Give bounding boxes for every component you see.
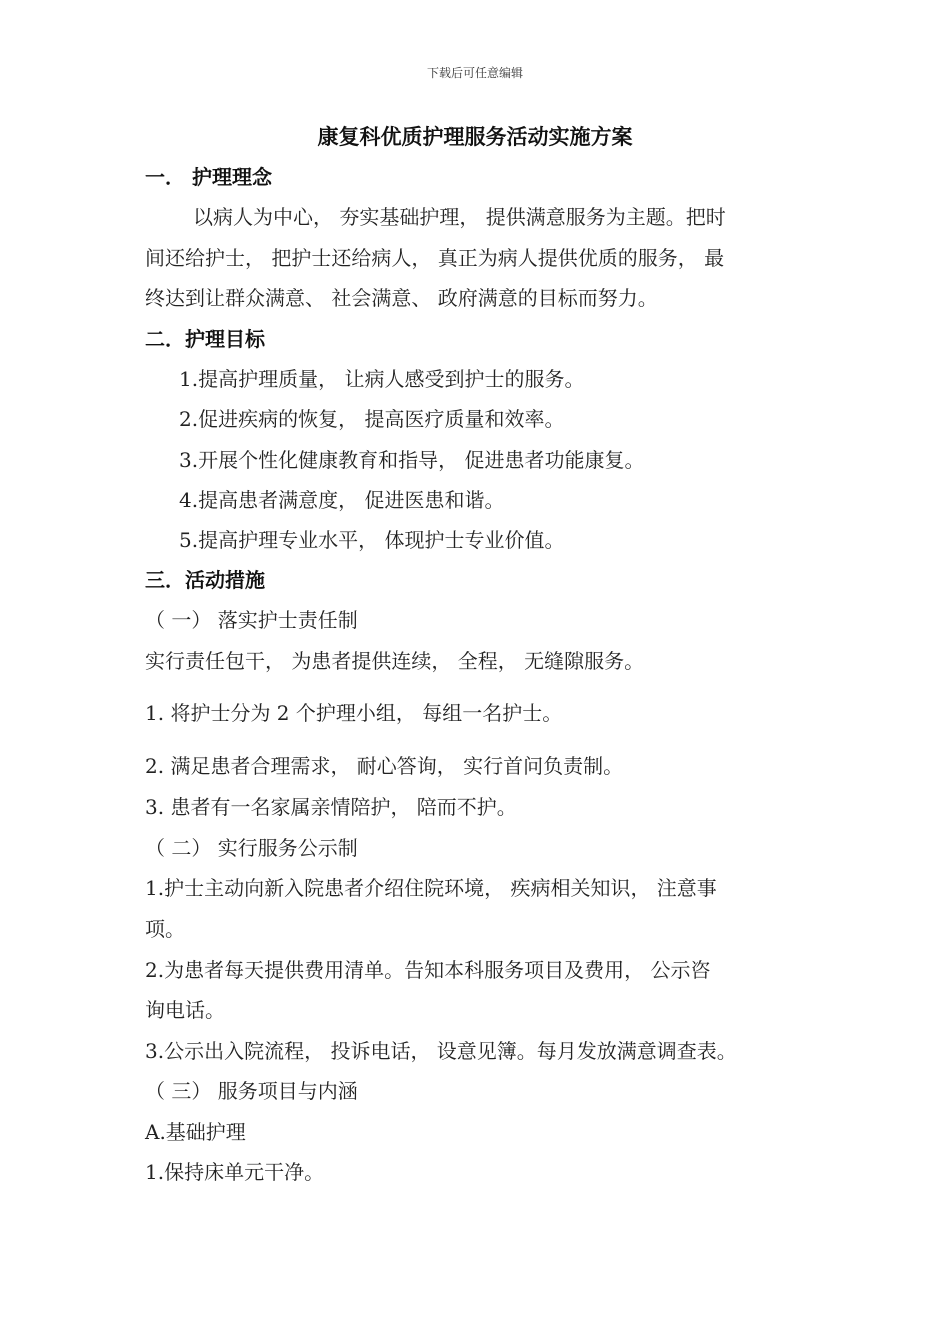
list-item: 1. 将护士分为 2 个护理小组， 每组一名护士。 <box>145 701 563 725</box>
paragraph-line: 以病人为中心， 夯实基础护理， 提供满意服务为主题。把时 <box>193 205 726 229</box>
list-item: 3. 患者有一名家属亲情陪护， 陪而不护。 <box>145 795 517 819</box>
list-item: 3.开展个性化健康教育和指导， 促进患者功能康复。 <box>179 448 645 472</box>
paragraph-line: 终达到让群众满意、 社会满意、 政府满意的目标而努力。 <box>145 286 658 310</box>
paragraph-line: 实行责任包干， 为患者提供连续， 全程， 无缝隙服务。 <box>145 649 645 673</box>
section-heading-1: 一． 护理理念 <box>145 165 272 189</box>
list-item: 5.提高护理专业水平， 体现护士专业价值。 <box>179 528 565 552</box>
subsection-heading: （ 二） 实行服务公示制 <box>145 836 358 860</box>
subsection-heading: （ 三） 服务项目与内涵 <box>145 1079 358 1103</box>
paragraph-line: 间还给护士， 把护士还给病人， 真正为病人提供优质的服务， 最 <box>145 246 725 270</box>
header-note: 下载后可任意编辑 <box>426 66 523 80</box>
paragraph-line: 询电话。 <box>145 998 225 1022</box>
list-item: 2.促进疾病的恢复， 提高医疗质量和效率。 <box>179 407 565 431</box>
section-heading-3: 三．活动措施 <box>145 568 265 592</box>
list-item: 4.提高患者满意度， 促进医患和谐。 <box>179 488 505 512</box>
list-item: 1.提高护理质量， 让病人感受到护士的服务。 <box>179 367 585 391</box>
document-title: 康复科优质护理服务活动实施方案 <box>317 124 633 149</box>
paragraph-line: 1.护士主动向新入院患者介绍住院环境， 疾病相关知识， 注意事 <box>145 876 717 900</box>
paragraph-line: 2.为患者每天提供费用清单。告知本科服务项目及费用， 公示咨 <box>145 958 711 982</box>
paragraph-line: 3.公示出入院流程， 投诉电话， 设意见簿。每月发放满意调查表。 <box>145 1039 737 1063</box>
list-item: 1.保持床单元干净。 <box>145 1160 325 1184</box>
paragraph-line: A.基础护理 <box>145 1120 246 1144</box>
section-heading-2: 二．护理目标 <box>145 327 265 351</box>
list-item: 2. 满足患者合理需求， 耐心答询， 实行首问负责制。 <box>145 754 624 778</box>
paragraph-line: 项。 <box>145 917 185 941</box>
subsection-heading: （ 一） 落实护士责任制 <box>145 608 358 632</box>
